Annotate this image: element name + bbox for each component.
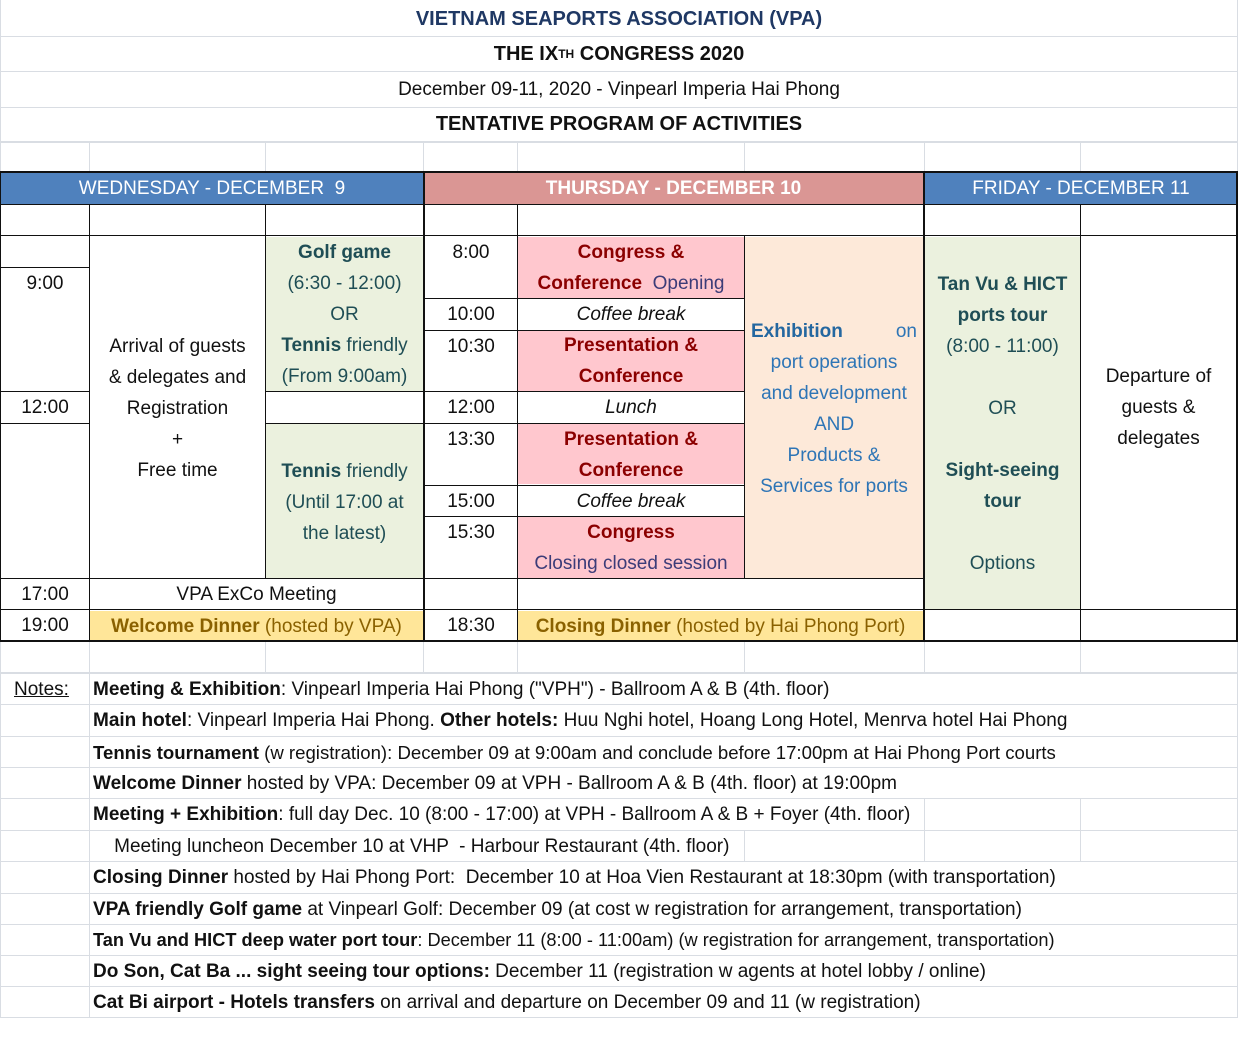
- note-item: [93, 862, 1056, 893]
- note-text: : full day Dec. 10 (8:00 - 17:00) at VPH - Ballroom A & B + Foyer (4th. floor): [278, 804, 911, 825]
- notes-label: Notes:: [14, 679, 69, 700]
- congress-suffix: CONGRESS 2020: [574, 42, 745, 65]
- friday-tour-cell: [925, 266, 1080, 581]
- presentation-line: Presentation &: [563, 428, 699, 450]
- welcome-dinner-rest: (hosted by VPA): [259, 615, 402, 637]
- note-text: hosted by VPA: December 09 at VPH - Ballroom A & B (4th. floor) at 19:00pm: [241, 773, 897, 794]
- closing-dinner-rest: (hosted by Hai Phong Port): [670, 615, 906, 637]
- opening-session: [518, 237, 744, 298]
- note-bold: Do Son, Cat Ba ... sight seeing tour options:: [93, 961, 490, 982]
- note-item: [93, 831, 729, 862]
- congress-title: THE IX TH CONGRESS 2020: [1, 37, 1237, 71]
- note-text: December 11 (registration w agents at hotel lobby / online): [489, 961, 986, 982]
- presentation-session: [518, 331, 744, 391]
- note-text: at Vinpearl Golf: December 09 (at cost w registration for arrangement, transportation): [302, 899, 1022, 920]
- departure-line: Departure of: [1105, 366, 1212, 387]
- closing-dinner-bold: Closing Dinner: [535, 615, 671, 637]
- note-text: on arrival and departure on December 09 and 11 (w registration): [374, 992, 921, 1013]
- tennis-bold: Tennis: [281, 334, 342, 356]
- note-bold: Tennis tournament: [93, 742, 259, 763]
- arrival-line: Arrival of guests: [109, 335, 246, 357]
- arrival-registration-cell: [90, 328, 265, 488]
- program-title: TENTATIVE PROGRAM OF ACTIVITIES: [435, 113, 803, 135]
- exhibition-line: Services for ports: [760, 476, 908, 497]
- opening-conference: Conference: [537, 272, 643, 294]
- exhibition-line: and development: [761, 383, 907, 404]
- time-label: 9:00: [26, 272, 64, 294]
- time-label: 12:00: [21, 397, 69, 418]
- note-bold: Main hotel: [93, 710, 187, 731]
- presentation-session: [518, 424, 744, 485]
- tour-line: Tan Vu & HICT: [937, 273, 1068, 295]
- note-item: [93, 925, 1055, 956]
- tennis-afternoon-cell: [266, 440, 423, 564]
- exhibition-cell: [745, 314, 923, 504]
- note-item: [93, 987, 921, 1018]
- coffee-break: Coffee break: [576, 490, 686, 512]
- lunch: Lunch: [605, 397, 657, 418]
- welcome-dinner-bold: Welcome Dinner: [111, 615, 260, 637]
- tennis-from: (From 9:00am): [281, 365, 408, 387]
- time-label: 19:00: [21, 614, 69, 636]
- note-item: [93, 737, 1056, 768]
- tour-line: ports tour: [957, 304, 1048, 326]
- exhibition-bold: Exhibition: [751, 321, 843, 342]
- note-item: [93, 674, 829, 705]
- congress-prefix: THE IX: [493, 42, 559, 65]
- golf-or: OR: [330, 303, 359, 325]
- org-title: VIETNAM SEAPORTS ASSOCIATION (VPA): [415, 7, 823, 30]
- tennis-latest: the latest): [302, 522, 387, 544]
- note-bold: Meeting & Exhibition: [93, 679, 281, 700]
- departure-line: guests &: [1121, 397, 1196, 418]
- opening-line1: Congress &: [577, 241, 685, 263]
- opening-word: Opening: [642, 272, 725, 294]
- arrival-line: Registration: [126, 397, 229, 419]
- presentation-line: Presentation &: [563, 335, 699, 356]
- presentation-line: Conference: [578, 366, 684, 387]
- departure-cell: [1081, 360, 1236, 455]
- closing-congress: Congress: [587, 521, 675, 543]
- note-item: [93, 705, 1067, 736]
- note-text: Huu Nghi hotel, Hoang Long Hotel, Menrva hotel Hai Phong: [558, 710, 1068, 731]
- time-label: 12:00: [447, 397, 495, 418]
- coffee-break: Coffee break: [576, 304, 686, 325]
- note-text: : December 11 (8:00 - 11:00am) (w registration for arrangement, transportation): [417, 930, 1055, 950]
- arrival-line: +: [171, 428, 184, 450]
- time-label: 8:00: [452, 241, 490, 263]
- closing-session: [518, 517, 744, 578]
- time-label: 15:00: [447, 490, 495, 512]
- golf-tennis-cell: [266, 237, 423, 391]
- tennis-line: [281, 456, 407, 487]
- exhibition-line: port operations: [770, 352, 898, 373]
- tennis-rest: friendly: [341, 460, 408, 482]
- time-label: 13:30: [447, 428, 495, 450]
- note-bold: Closing Dinner: [93, 867, 229, 888]
- note-text: : Vinpearl Imperia Hai Phong.: [186, 710, 441, 731]
- time-label: 10:30: [447, 335, 495, 357]
- opening-line2: [538, 268, 725, 299]
- time-label: 10:00: [447, 304, 495, 325]
- sight-line: tour: [984, 490, 1021, 512]
- sight-line: Sight-seeing: [945, 459, 1060, 481]
- tennis-until: (Until 17:00 at: [285, 491, 404, 513]
- tour-time: (8:00 - 11:00): [946, 335, 1059, 357]
- exhibition-title-line: [751, 316, 917, 347]
- note-bold: Other hotels:: [440, 710, 559, 731]
- departure-line: delegates: [1117, 428, 1200, 449]
- tour-or: OR: [988, 397, 1017, 419]
- golf-title: Golf game: [298, 241, 391, 263]
- welcome-dinner: [90, 611, 423, 641]
- exco-meeting: VPA ExCo Meeting: [176, 583, 337, 605]
- note-item: [93, 956, 986, 987]
- day-header-thursday: THURSDAY - DECEMBER 10: [424, 173, 923, 204]
- tennis-rest: friendly: [341, 334, 408, 356]
- note-bold: Cat Bi airport - Hotels transfers: [93, 992, 375, 1013]
- note-text: Meeting luncheon December 10 at VHP - Harbour Restaurant (4th. floor): [93, 836, 730, 857]
- day-header-wednesday: WEDNESDAY - DECEMBER 9: [1, 173, 423, 204]
- arrival-line: Free time: [137, 459, 218, 481]
- time-label: 15:30: [447, 521, 495, 543]
- presentation-line: Conference: [578, 459, 684, 481]
- note-text: hosted by Hai Phong Port: December 10 at Hoa Vien Restaurant at 18:30pm (with transportation): [228, 867, 1056, 888]
- note-text: (w registration): December 09 at 9:00am and conclude before 17:00pm at Hai Phong Port courts: [258, 742, 1056, 763]
- tennis-line: [281, 330, 407, 361]
- tour-options: Options: [969, 552, 1036, 574]
- exhibition-line: Products &: [787, 445, 881, 466]
- exhibition-line: AND: [813, 414, 855, 435]
- note-bold: Meeting + Exhibition: [93, 804, 279, 825]
- note-item: [93, 894, 1022, 925]
- note-text: : Vinpearl Imperia Hai Phong ("VPH") - Ballroom A & B (4th. floor): [280, 679, 830, 700]
- exhibition-on: on: [895, 321, 917, 342]
- closing-dinner: [518, 611, 923, 641]
- note-bold: Tan Vu and HICT deep water port tour: [93, 930, 418, 950]
- tennis-bold: Tennis: [281, 460, 342, 482]
- closing-closed-session: Closing closed session: [534, 552, 728, 574]
- time-label: 17:00: [21, 583, 69, 605]
- arrival-line: & delegates and: [108, 366, 247, 388]
- day-header-friday: FRIDAY - DECEMBER 11: [925, 173, 1237, 204]
- note-bold: VPA friendly Golf game: [93, 899, 303, 920]
- golf-time: (6:30 - 12:00): [287, 272, 402, 294]
- note-item: [93, 768, 897, 799]
- dates-venue: December 09-11, 2020 - Vinpearl Imperia Hai Phong: [398, 79, 840, 100]
- note-item: [93, 799, 910, 830]
- time-label: 18:30: [447, 614, 495, 636]
- note-bold: Welcome Dinner: [93, 773, 242, 794]
